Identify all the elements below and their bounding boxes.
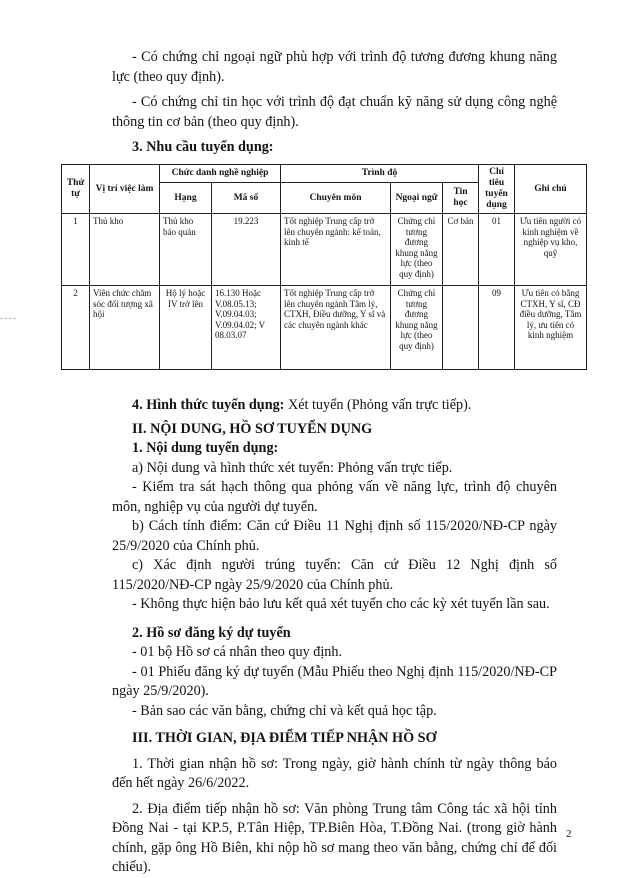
part-iii-time: 1. Thời gian nhận hồ sơ: Trong ngày, giờ hành chính từ ngày thông báo đến hết ngày 26/6/2022.: [112, 755, 557, 791]
header-title-group: Chức danh nghề nghiệp: [160, 165, 281, 183]
section-4: [112, 396, 557, 416]
table-header-row: [62, 165, 587, 183]
part-ii-doc-1: - 01 bộ Hồ sơ cá nhân theo quy định.: [132, 644, 343, 660]
cell-language: Chứng chỉ tương đương khung năng lực (theo quy định): [391, 286, 443, 370]
part-ii-a-detail: - Kiểm tra sát hạch thông qua phỏng vấn về năng lực, trình độ chuyên môn, nghiệp vụ của người dự tuyển.: [112, 479, 557, 515]
body-block: [112, 396, 557, 878]
header-rank: Hạng: [160, 183, 212, 214]
header-stt: Thứ tự: [62, 165, 90, 214]
part-ii-no-reserve: - Không thực hiện bảo lưu kết quả xét tuyển cho các kỳ xét tuyển lần sau.: [132, 596, 550, 612]
cell-it: [443, 286, 479, 370]
intro-line-1: - Có chứng chỉ ngoại ngữ phù hợp với trình độ tương đương khung năng lực (theo quy định).: [112, 49, 557, 85]
margin-mark: [0, 318, 16, 319]
recruitment-table: [61, 164, 587, 370]
header-it: Tin học: [443, 183, 479, 214]
part-ii-heading: II. NỘI DUNG, HỒ SƠ TUYỂN DỤNG: [132, 420, 373, 437]
part-ii-sub-1: 1. Nội dung tuyển dụng:: [132, 440, 279, 456]
header-language: Ngoại ngữ: [391, 183, 443, 214]
cell-rank: Hộ lý hoặc IV trở lên: [160, 286, 212, 370]
header-major: Chuyên môn: [281, 183, 391, 214]
part-ii-b: b) Cách tính điểm: Căn cứ Điều 11 Nghị định số 115/2020/NĐ-CP ngày 25/9/2020 của Chính phủ.: [112, 518, 557, 554]
part-ii-sub-2: 2. Hồ sơ đăng ký dự tuyển: [132, 624, 291, 641]
header-code: Mã số: [212, 183, 281, 214]
page-number: 2: [566, 828, 572, 840]
cell-position: Viên chức chăm sóc đối tượng xã hội: [90, 286, 160, 370]
cell-stt: 2: [62, 286, 90, 370]
cell-stt: 1: [62, 214, 90, 286]
cell-language: Chứng chỉ tương đương khung năng lực (theo quy định): [391, 214, 443, 286]
cell-quota: 09: [479, 286, 515, 370]
cell-major: Tốt nghiệp Trung cấp trở lên chuyên ngành: kế toán, kinh tế: [281, 214, 391, 286]
intro-block: [112, 48, 557, 132]
table-row: [62, 286, 587, 370]
intro-line-2: - Có chứng chỉ tin học với trình độ đạt chuẩn kỹ năng sử dụng công nghệ thông tin cơ bản (theo quy định).: [112, 94, 557, 130]
cell-note: Ưu tiên người có kinh nghiệm về nghiệp vụ kho, quỹ: [515, 214, 587, 286]
section-3-heading: 3. Nhu cầu tuyển dụng:: [132, 139, 274, 155]
cell-rank: Thủ kho bảo quản: [160, 214, 212, 286]
header-level-group: Trình độ: [281, 165, 479, 183]
section-4-label: 4. Hình thức tuyển dụng:: [132, 397, 285, 413]
part-ii-c: c) Xác định người trúng tuyển: Căn cứ Điều 12 Nghị định số 115/2020/NĐ-CP ngày 25/9/2020 của Chính phủ.: [112, 557, 557, 593]
part-ii-doc-2: - 01 Phiếu đăng ký dự tuyển (Mẫu Phiếu theo Nghị định 115/2020/NĐ-CP ngày 25/9/2020).: [112, 663, 557, 699]
part-iii-place: 2. Địa điểm tiếp nhận hồ sơ: Văn phòng Trung tâm Công tác xã hội tỉnh Đồng Nai - tại KP.5, P.Tân Hiệp, TP.Biên Hòa, T.Đồng Nai. (trong giờ hành chính, gặp ông Hồ Biên, khi nộp hồ sơ mang theo văn bằng, chứng chỉ để đối chiếu).: [112, 800, 557, 875]
part-iii-heading: III. THỜI GIAN, ĐỊA ĐIỂM TIẾP NHẬN HỒ SƠ: [132, 730, 437, 746]
cell-it: Cơ bản: [443, 214, 479, 286]
cell-major: Tốt nghiệp Trung cấp trở lên chuyên ngành Tâm lý, CTXH, Điều dưỡng, Y sĩ và các chuyên ngành khác: [281, 286, 391, 370]
header-position: Vị trí việc làm: [90, 165, 160, 214]
part-ii-a: a) Nội dung và hình thức xét tuyển: Phỏng vấn trực tiếp.: [132, 459, 453, 476]
cell-note: Ưu tiên có bằng CTXH, Y sĩ, CĐ điều dưỡng, Tâm lý, ưu tiên có kinh nghiệm: [515, 286, 587, 370]
header-note: Ghi chú: [515, 165, 587, 214]
cell-code: 16.130 Hoặc V.08.05.13; V.09.04.03; V.09.04.02; V 08.03.07: [212, 286, 281, 370]
cell-position: Thủ kho: [90, 214, 160, 286]
header-quota: Chỉ tiêu tuyển dụng: [479, 165, 515, 214]
part-ii-doc-3: - Bản sao các văn bằng, chứng chỉ và kết quả học tập.: [132, 702, 437, 719]
section-4-value: Xét tuyển (Phỏng vấn trực tiếp).: [284, 397, 472, 413]
cell-quota: 01: [479, 214, 515, 286]
table-row: [62, 214, 587, 286]
cell-code: 19.223: [212, 214, 281, 286]
